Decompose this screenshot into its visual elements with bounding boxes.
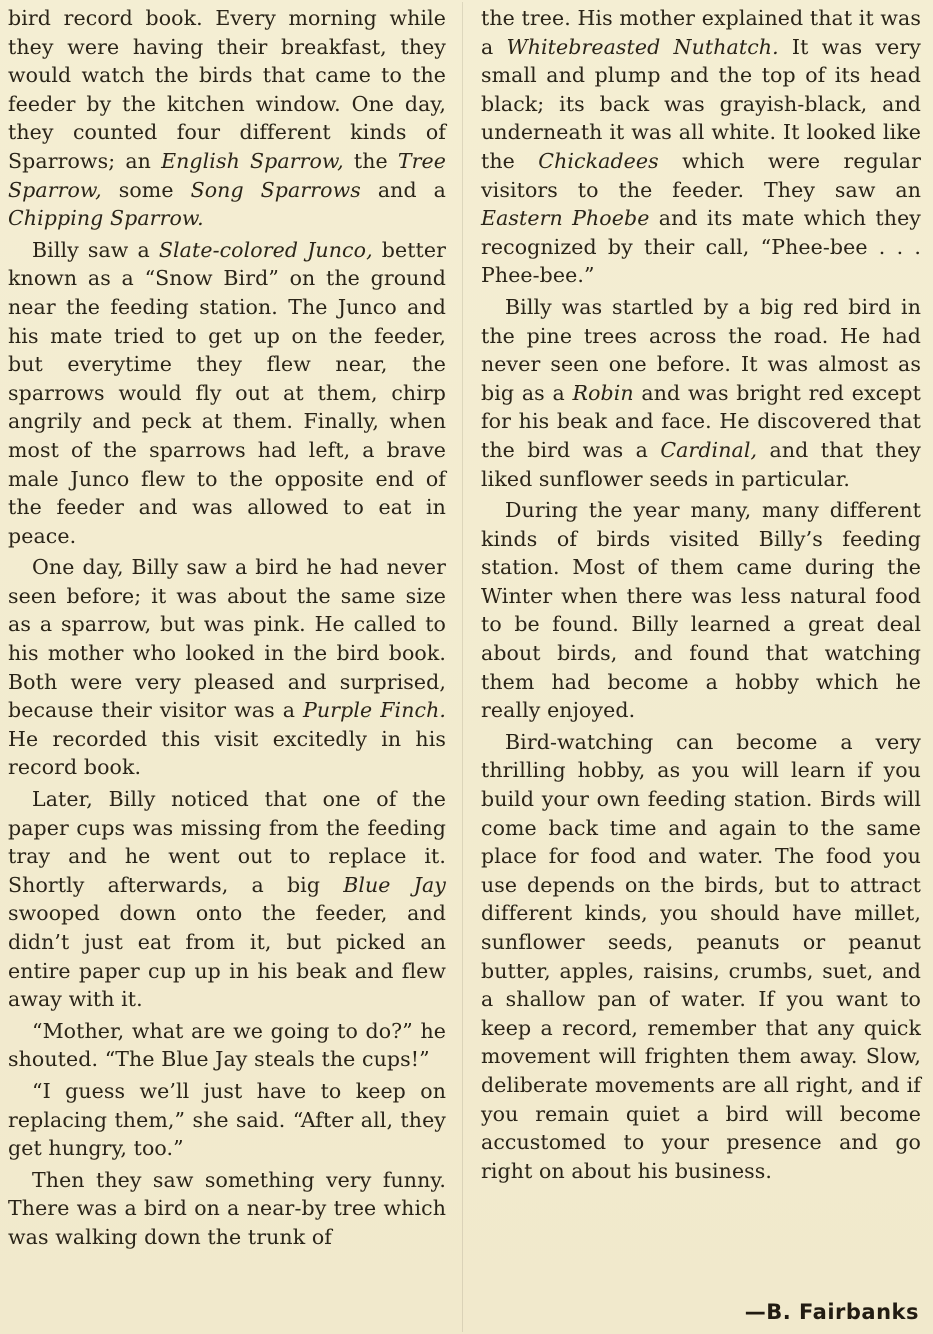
paragraph-mother-question: “Mother, what are we going to do?” he shouted. “The Blue Jay steals the cups!” bbox=[8, 1018, 446, 1072]
paragraph-cardinal: Billy was startled by a big red bird in the pine trees across the road. He had never seen one before. It was almost as big as a Robin and was bright red except for his beak and face. He discovered that the bird was a Cardinal, and that they liked sunflower seeds in particular. bbox=[481, 294, 921, 491]
left-column bbox=[8, 4, 446, 1255]
paragraph-nuthatch: the tree. His mother explained that it was a Whitebreasted Nuthatch. It was very small and plump and the top of its head black; its back was grayish-black, and underneath it was all white. It looked like the Chickadees which were regular visitors to the feeder. They saw an Eastern Phoebe and its mate which they recognized by their call, “Phee-bee . . . Phee-bee.” bbox=[481, 6, 921, 288]
paragraph-guess-reply: “I guess we’ll just have to keep on replacing them,” she said. “After all, they get hungry, too.” bbox=[8, 1078, 446, 1161]
paragraph-bird-watching-hobby: Bird-watching can become a very thrilling hobby, as you will learn if you build your own feeding station. Birds will come back time and again to the same place for food and water. The food you use depends on the birds, but to attract different kinds, you should have millet, sunflower seeds, peanuts or peanut butter, apples, raisins, crumbs, suet, and a shallow pan of water. If you want to keep a record, remember that any quick movement will frighten them away. Slow, deliberate movements are all right, and if you remain quiet a bird will become accustomed to your presence and go right on about his business. bbox=[481, 729, 921, 1183]
column-divider bbox=[462, 2, 463, 1332]
paragraph-funny-bird: Then they saw something very funny. There was a bird on a near-by tree which was walking down the trunk of bbox=[8, 1167, 446, 1249]
paragraph-junco: Billy saw a Slate-colored Junco, better known as a “Snow Bird” on the ground near the feeding station. The Junco and his mate tried to get up on the feeder, but everytime they flew near, the sparrows would fly out at them, chirp angrily and peck at them. Finally, when most of the sparrows had left, a brave male Junco flew to the opposite end of the feeder and was allowed to eat in peace. bbox=[8, 237, 446, 548]
paragraph-record-book: bird record book. Every morning while they were having their breakfast, they would watch the birds that came to the feeder by the kitchen window. One day, they counted four different kinds of Sparrows; an English Sparrow, the Tree Sparrow, some Song Sparrows and a Chipping Sparrow. bbox=[8, 6, 447, 231]
right-column bbox=[481, 4, 921, 1188]
paragraph-many-birds: During the year many, many different kinds of birds visited Billy’s feeding station. Most of them came during the Winter when there was less natural food to be found. Billy learned a great deal about birds, and found that watching them had become a hobby which he really enjoyed. bbox=[481, 498, 921, 723]
author-signature: —B. Fairbanks bbox=[744, 1300, 919, 1324]
paragraph-purple-finch: One day, Billy saw a bird he had never seen before; it was about the same size as a sparrow, but was pink. He called to his mother who looked in the bird book. Both were very pleased and surprised, because their visitor was a Purple Finch. He recorded this visit excitedly in his record book. bbox=[8, 555, 446, 780]
paragraph-blue-jay: Later, Billy noticed that one of the paper cups was missing from the feeding tray and he went out to replace it. Shortly afterwards, a big Blue Jay swooped down onto the feeder, and didn’t just eat from it, but picked an entire paper cup up in his beak and flew away with it. bbox=[8, 787, 446, 1012]
